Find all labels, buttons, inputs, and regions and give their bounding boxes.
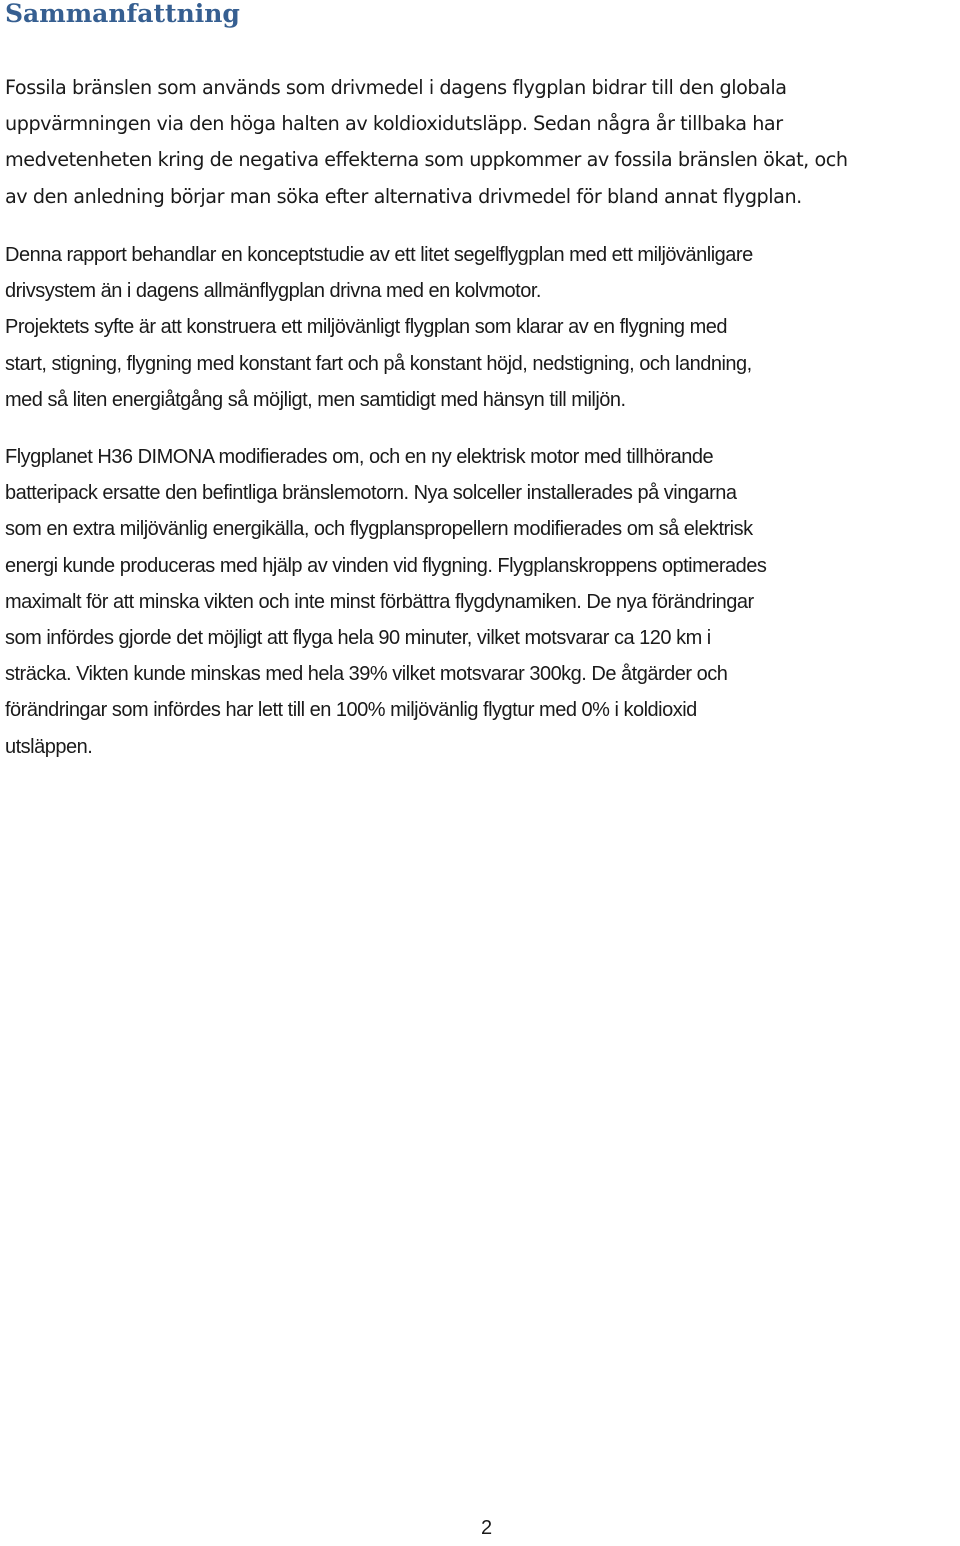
text-line: start, stigning, flygning med konstant fart och på konstant höjd, nedstigning, och landning, bbox=[5, 352, 752, 375]
text-line: sträcka. Vikten kunde minskas med hela 39% vilket motsvarar 300kg. De åtgärder och bbox=[5, 663, 728, 686]
text-line: utsläppen. bbox=[5, 735, 93, 758]
text-line: av den anledning börjar man söka efter alternativa drivmedel för bland annat flygplan. bbox=[5, 184, 802, 208]
text-line: Projektets syfte är att konstruera ett miljövänligt flygplan som klarar av en flygning med bbox=[5, 316, 728, 339]
text-line: batteripack ersatte den befintliga bränslemotorn. Nya solceller installerades på vingarna bbox=[5, 482, 737, 505]
text-line: som en extra miljövänlig energikälla, och flygplanspropellern modifierades om så elektrisk bbox=[5, 518, 753, 541]
page-number: 2 bbox=[481, 1517, 493, 1539]
summary-paragraph-1 bbox=[5, 70, 848, 215]
text-line: Denna rapport behandlar en konceptstudie av ett litet segelflygplan med ett miljövänligare bbox=[5, 244, 753, 266]
text-line: som infördes gjorde det möjligt att flyga hela 90 minuter, vilket motsvarar ca 120 km i bbox=[5, 627, 711, 650]
text-line: uppvärmningen via den höga halten av koldioxidutsläpp. Sedan några år tillbaka har bbox=[5, 112, 783, 136]
text-line: förändringar som infördes har lett till en 100% miljövänlig flygtur med 0% i koldioxid bbox=[5, 699, 697, 722]
text-line: drivsystem än i dagens allmänflygplan drivna med en kolvmotor. bbox=[5, 280, 541, 303]
text-line: energi kunde produceras med hjälp av vinden vid flygning. Flygplanskroppens optimerades bbox=[5, 554, 767, 577]
section-heading: Sammanfattning bbox=[5, 0, 240, 28]
summary-paragraph-3 bbox=[5, 439, 766, 765]
text-line: medvetenheten kring de negativa effekterna som uppkommer av fossila bränslen ökat, och bbox=[5, 148, 848, 172]
text-line: Fossila bränslen som används som drivmedel i dagens flygplan bidrar till den globala bbox=[5, 76, 787, 99]
summary-paragraph-2 bbox=[5, 237, 753, 418]
text-line: Flygplanet H36 DIMONA modifierades om, och en ny elektrisk motor med tillhörande bbox=[5, 446, 714, 468]
text-line: maximalt för att minska vikten och inte minst förbättra flygdynamiken. De nya förändringar bbox=[5, 590, 754, 613]
text-line: med så liten energiåtgång så möjligt, men samtidigt med hänsyn till miljön. bbox=[5, 388, 626, 411]
